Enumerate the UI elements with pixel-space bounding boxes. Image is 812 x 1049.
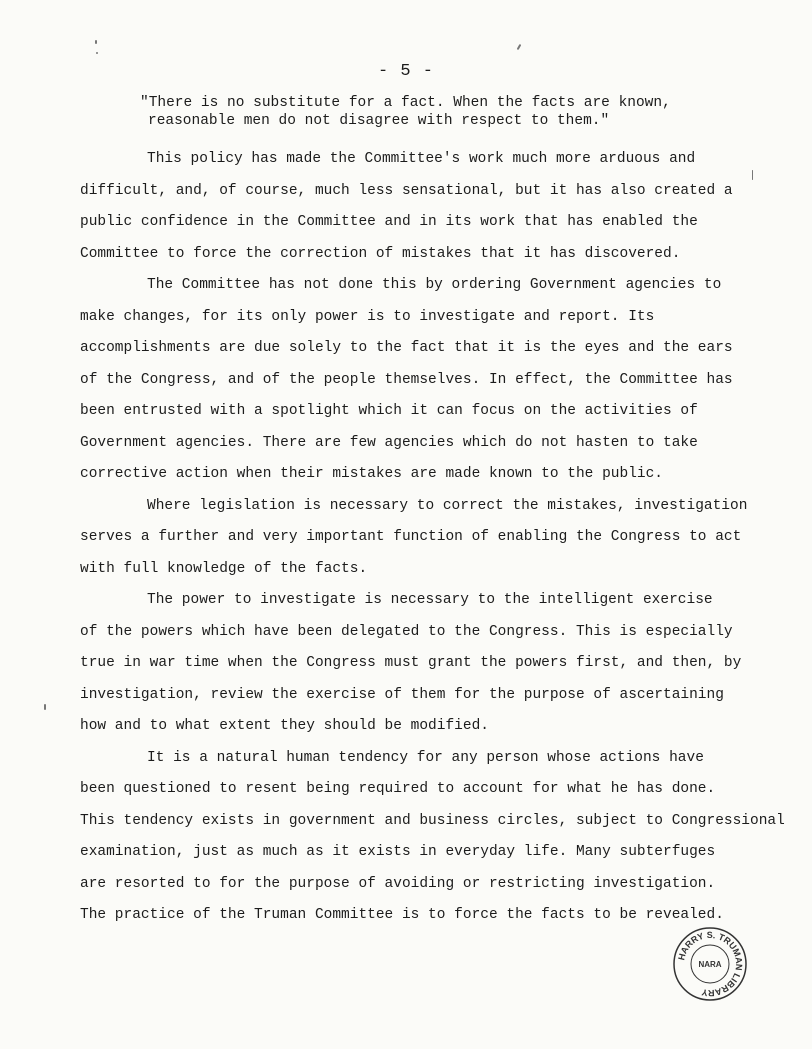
scan-speck — [95, 40, 97, 44]
opening-quote — [140, 94, 760, 130]
paragraph-line: of the Congress, and of the people themselves. In effect, the Committee has — [80, 371, 733, 388]
paragraph-line: This tendency exists in government and business circles, subject to Congressional — [80, 812, 785, 829]
quote-line: reasonable men do not disagree with respect to them." — [148, 113, 610, 129]
paragraph-line: make changes, for its only power is to investigate and report. Its — [80, 308, 655, 325]
paragraph-line: how and to what extent they should be modified. — [80, 718, 489, 734]
paragraph-line: true in war time when the Congress must grant the powers first, and then, by — [80, 655, 742, 671]
paragraph-line: The practice of the Truman Committee is to force the facts to be revealed. — [80, 907, 724, 923]
paragraph-line: Committee to force the correction of mistakes that it has discovered. — [80, 245, 681, 262]
paragraph-line: been questioned to resent being required to account for what he has done. — [80, 781, 716, 797]
paragraph-line: This policy has made the Committee's work much more arduous and — [147, 151, 696, 167]
paragraph-line: public confidence in the Committee and in its work that has enabled the — [80, 214, 698, 230]
paragraph-line: Where legislation is necessary to correct the mistakes, investigation — [147, 497, 748, 514]
scan-speck — [96, 52, 98, 54]
paragraph-5 — [80, 743, 785, 932]
scan-speck — [517, 44, 522, 50]
stamp-inner-text: NARA — [698, 960, 722, 969]
paragraph-line: Government agencies. There are few agencies which do not hasten to take — [80, 434, 698, 451]
paragraph-line: The Committee has not done this by ordering Government agencies to — [147, 277, 722, 293]
paragraph-line: corrective action when their mistakes are made known to the public. — [80, 466, 663, 482]
paragraph-line: It is a natural human tendency for any person whose actions have — [147, 749, 704, 766]
paragraph-line: The power to investigate is necessary to the intelligent exercise — [147, 592, 713, 608]
library-stamp — [672, 926, 748, 1002]
paragraph-line: with full knowledge of the facts. — [80, 560, 368, 577]
paragraph-line: difficult, and, of course, much less sensational, but it has also created a — [80, 182, 733, 199]
paragraph-line: been entrusted with a spotlight which it can focus on the activities of — [80, 403, 698, 419]
body-text — [80, 144, 785, 932]
paragraph-line: are resorted to for the purpose of avoiding or restricting investigation. — [80, 875, 716, 892]
paragraph-line: serves a further and very important function of enabling the Congress to act — [80, 529, 742, 545]
paragraph-3 — [80, 491, 748, 586]
paragraph-2 — [80, 270, 740, 491]
paragraph-line: examination, just as much as it exists in everyday life. Many subterfuges — [80, 844, 716, 860]
paragraph-line: accomplishments are due solely to the fact that it is the eyes and the ears — [80, 340, 733, 356]
paragraph-line: investigation, review the exercise of them for the purpose of ascertaining — [80, 686, 724, 703]
scan-speck — [752, 170, 753, 180]
quote-line: "There is no substitute for a fact. When the facts are known, — [140, 95, 671, 111]
paragraph-4 — [80, 585, 740, 743]
page-number: - 5 - — [377, 62, 434, 81]
paragraph-line: of the powers which have been delegated to the Congress. This is especially — [80, 623, 733, 640]
scan-speck — [44, 704, 46, 710]
paragraph-1 — [80, 144, 740, 270]
stamp-outer-text: HARRY S. TRUMAN LIBRARY — [676, 929, 745, 999]
